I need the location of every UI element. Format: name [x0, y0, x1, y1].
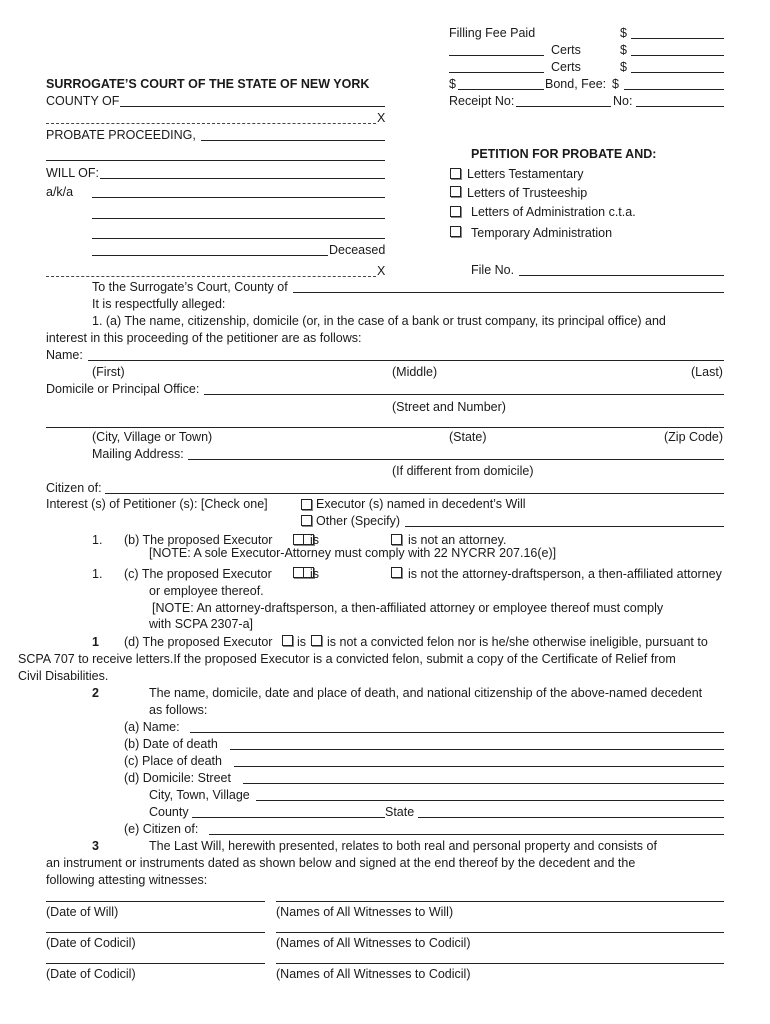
executor-named-checkbox[interactable] [301, 499, 312, 510]
date-of-codicil-caption: (Date of Codicil) [46, 936, 136, 950]
certs-count-field[interactable] [449, 72, 544, 73]
bond-fee-field[interactable] [624, 89, 724, 90]
caption-x: X [377, 111, 386, 125]
temporary-administration-checkbox[interactable] [450, 226, 461, 237]
paragraph-3-line2: an instrument or instruments dated as shown below and signed at the end thereof by the decedent and the [46, 856, 636, 870]
paragraph-1d-text: is not a convicted felon nor is he/she otherwise ineligible, pursuant to [327, 635, 708, 649]
state-caption: (State) [449, 430, 487, 444]
letters-administration-checkbox[interactable] [450, 206, 461, 217]
executor-named-label: Executor (s) named in decedent’s Will [316, 497, 526, 511]
probate-proceeding-field[interactable] [201, 140, 385, 141]
aka-field[interactable] [92, 255, 328, 256]
citizen-of-field[interactable] [105, 493, 724, 494]
will-witnesses-caption: (Names of All Witnesses to Will) [276, 905, 454, 919]
dollar-sign: $ [620, 43, 627, 57]
file-no-label: File No. [471, 263, 515, 277]
letters-testamentary-checkbox[interactable] [450, 168, 461, 179]
is-label: is [310, 533, 320, 547]
paragraph-3-line1: The Last Will, herewith presented, relates to both real and personal property and consists of [149, 839, 657, 853]
decedent-citizen-label: (e) Citizen of: [124, 822, 199, 836]
paragraph-1b-label: (b) The proposed Executor [124, 533, 273, 547]
decedent-name-label: (a) Name: [124, 720, 180, 734]
executor-is-felon-checkbox[interactable] [282, 635, 293, 646]
bond-fee-label: Bond, Fee: [545, 77, 607, 91]
first-caption: (First) [92, 365, 125, 379]
date-of-will-field[interactable] [46, 901, 265, 902]
domicile-street-label: (d) Domicile: Street [124, 771, 231, 785]
note-c-line1: [NOTE: An attorney-draftsperson, a then-affiliated attorney or employee thereof must comply [152, 601, 664, 615]
last-caption: (Last) [691, 365, 723, 379]
will-witnesses-field[interactable] [276, 901, 724, 902]
zip-caption: (Zip Code) [664, 430, 724, 444]
is-label: is [297, 635, 307, 649]
paragraph-3-number: 3 [92, 839, 99, 853]
middle-caption: (Middle) [392, 365, 438, 379]
county-field[interactable] [192, 817, 385, 818]
note-b: [NOTE: A sole Executor-Attorney must comply with 22 NYCRR 207.16(e)] [149, 546, 557, 560]
petition-heading: PETITION FOR PROBATE AND: [471, 147, 657, 161]
caption-x: X [377, 264, 386, 278]
domicile-street-field[interactable] [243, 783, 724, 784]
receipt-no-field[interactable] [516, 106, 611, 107]
caption-divider [46, 123, 376, 124]
paragraph-1d-number: 1 [92, 635, 99, 649]
date-of-codicil-field[interactable] [46, 932, 265, 933]
caption-divider [46, 276, 376, 277]
codicil-witnesses-caption: (Names of All Witnesses to Codicil) [276, 936, 471, 950]
date-of-codicil-field[interactable] [46, 963, 265, 964]
place-of-death-field[interactable] [234, 766, 724, 767]
file-no-field[interactable] [519, 275, 724, 276]
no-label: No: [613, 94, 633, 108]
county-field[interactable] [120, 106, 385, 107]
county-label: County [149, 805, 189, 819]
codicil-witnesses-caption: (Names of All Witnesses to Codicil) [276, 967, 471, 981]
aka-label: a/k/a [46, 185, 74, 199]
paragraph-1c-number: 1. [92, 567, 103, 581]
letters-trusteeship-checkbox[interactable] [450, 186, 461, 197]
certs-fee-field[interactable] [631, 55, 724, 56]
domicile-field[interactable] [204, 394, 724, 395]
to-court-label: To the Surrogate’s Court, County of [92, 280, 288, 294]
executor-not-draftsperson-checkbox[interactable] [391, 567, 402, 578]
interest-label: Interest (s) of Petitioner (s): [Check one] [46, 497, 268, 511]
certs-count-field[interactable] [449, 55, 544, 56]
street-caption: (Street and Number) [392, 400, 506, 414]
paragraph-3-line3: following attesting witnesses: [46, 873, 208, 887]
filing-fee-field[interactable] [631, 38, 724, 39]
city-caption: (City, Village or Town) [92, 430, 213, 444]
county-of-label: COUNTY OF [46, 94, 120, 108]
name-label: Name: [46, 348, 83, 362]
state-field[interactable] [418, 817, 724, 818]
aka-field[interactable] [92, 218, 385, 219]
paragraph-2-line1: The name, domicile, date and place of death, and national citizenship of the above-named decedent [149, 686, 703, 700]
petitioner-name-field[interactable] [88, 360, 724, 361]
bond-amount-field[interactable] [458, 89, 544, 90]
court-title: SURROGATE’S COURT OF THE STATE OF NEW YORK [46, 77, 370, 91]
paragraph-1d-line2: SCPA 707 to receive letters.If the proposed Executor is a convicted felon, submit a copy of the Certificate of Relief from [18, 652, 676, 666]
deceased-label: Deceased [329, 243, 386, 257]
is-label: is [310, 567, 320, 581]
paragraph-1b-number: 1. [92, 533, 103, 547]
dollar-sign: $ [620, 60, 627, 74]
city-state-zip-field[interactable] [46, 427, 724, 428]
will-of-label: WILL OF: [46, 166, 100, 180]
is-not-attorney-label: is not an attorney. [408, 533, 507, 547]
filing-fee-label: Filling Fee Paid [449, 26, 536, 40]
date-of-codicil-caption: (Date of Codicil) [46, 967, 136, 981]
will-of-field[interactable] [100, 178, 385, 179]
city-town-field[interactable] [256, 800, 724, 801]
other-specify-field[interactable] [405, 526, 724, 527]
or-employee-text: or employee thereof. [149, 584, 264, 598]
date-of-death-label: (b) Date of death [124, 737, 218, 751]
codicil-witnesses-field[interactable] [276, 932, 724, 933]
option-label: Temporary Administration [471, 226, 613, 240]
city-town-label: City, Town, Village [149, 788, 250, 802]
alleged-text: It is respectfully alleged: [92, 297, 226, 311]
mailing-label: Mailing Address: [92, 447, 184, 461]
option-label: Letters Testamentary [467, 167, 584, 181]
option-label: Letters of Trusteeship [467, 186, 588, 200]
receipt-no-label: Receipt No: [449, 94, 515, 108]
paragraph-1c-label: (c) The proposed Executor [124, 567, 272, 581]
option-label: Letters of Administration c.t.a. [471, 205, 636, 219]
if-different-caption: (If different from domicile) [392, 464, 534, 478]
certs-fee-field[interactable] [631, 72, 724, 73]
probate-proceeding-label: PROBATE PROCEEDING, [46, 128, 196, 142]
certs-label: Certs [551, 60, 581, 74]
aka-field[interactable] [92, 238, 385, 239]
mailing-address-field[interactable] [188, 459, 724, 460]
caption-rule [46, 160, 385, 161]
aka-field[interactable] [92, 197, 385, 198]
paragraph-1d-line3: Civil Disabilities. [18, 669, 109, 683]
county-court-field[interactable] [293, 292, 724, 293]
dollar-sign: $ [612, 77, 619, 91]
no-field[interactable] [636, 106, 724, 107]
date-of-death-field[interactable] [230, 749, 724, 750]
codicil-witnesses-field[interactable] [276, 963, 724, 964]
paragraph-2-line2: as follows: [149, 703, 208, 717]
other-label: Other (Specify) [316, 514, 401, 528]
domicile-label: Domicile or Principal Office: [46, 382, 200, 396]
note-c-line2: with SCPA 2307-a] [149, 617, 253, 631]
dollar-sign: $ [449, 77, 456, 91]
citizen-of-label: Citizen of: [46, 481, 102, 495]
decedent-name-field[interactable] [190, 732, 724, 733]
paragraph-2-number: 2 [92, 686, 99, 700]
certs-label: Certs [551, 43, 581, 57]
is-not-draftsperson-label: is not the attorney-draftsperson, a then-affiliated attorney [408, 567, 722, 581]
date-of-will-caption: (Date of Will) [46, 905, 119, 919]
executor-not-felon-checkbox[interactable] [311, 635, 322, 646]
executor-not-attorney-checkbox[interactable] [391, 534, 402, 545]
state-label: State [385, 805, 415, 819]
place-of-death-label: (c) Place of death [124, 754, 222, 768]
other-checkbox[interactable] [301, 515, 312, 526]
paragraph-1a-cont: interest in this proceeding of the petitioner are as follows: [46, 331, 362, 345]
decedent-citizen-field[interactable] [209, 834, 724, 835]
paragraph-1a: 1. (a) The name, citizenship, domicile (or, in the case of a bank or trust company, its principal office) and [92, 314, 666, 328]
paragraph-1d-label: (d) The proposed Executor [124, 635, 273, 649]
dollar-sign: $ [620, 26, 627, 40]
